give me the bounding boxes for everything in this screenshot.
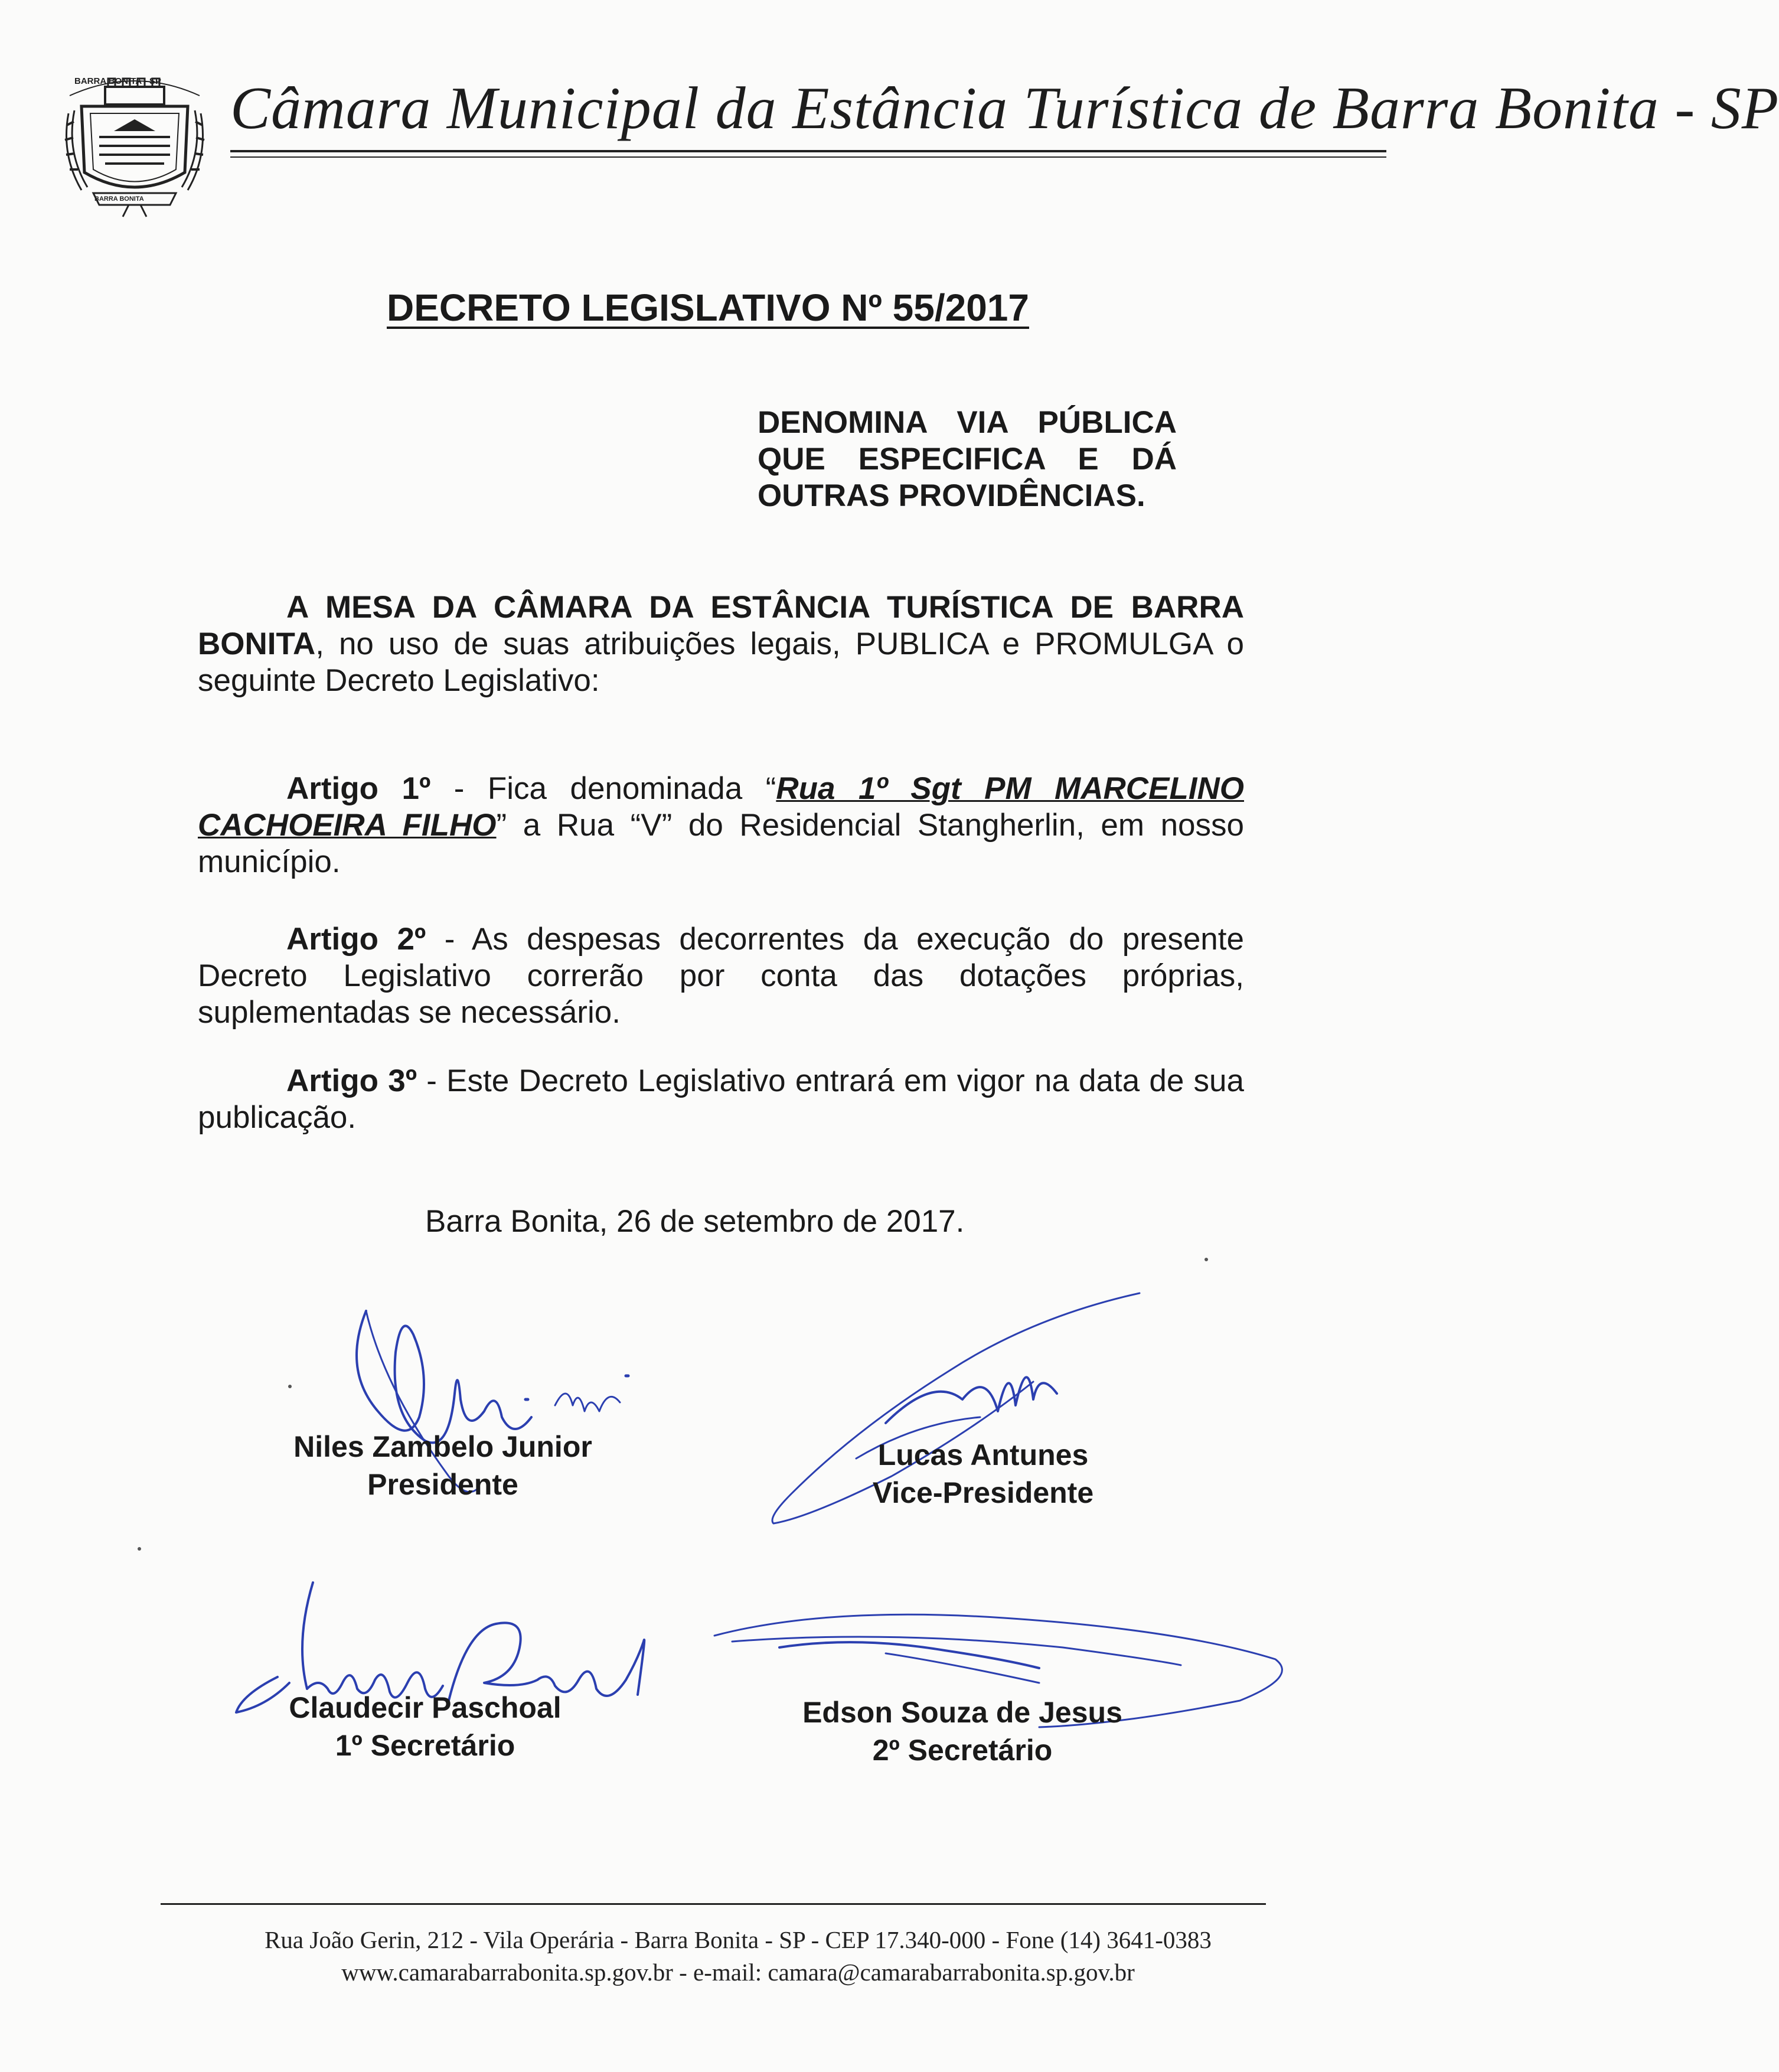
article-1-post: ” a Rua “V” do Residencial Stangherlin, em nosso município. xyxy=(198,808,1244,879)
date-line: Barra Bonita, 26 de setembro de 2017. xyxy=(425,1204,965,1239)
preamble-text: , no uso de suas atribuições legais, PUBLICA e PROMULGA o seguinte Decreto Legislativo: xyxy=(198,627,1244,698)
signatory-name: Claudecir Paschoal xyxy=(289,1691,562,1724)
summary-line: OUTRAS PROVIDÊNCIAS. xyxy=(758,478,1145,513)
footer-rule xyxy=(161,1903,1266,1905)
scan-speck xyxy=(138,1547,141,1551)
signatory-name: Edson Souza de Jesus xyxy=(802,1696,1122,1729)
organization-title: Câmara Municipal da Estância Turística de Barra Bonita - SP xyxy=(230,75,1779,142)
seal-top-text: BARRA BONITA - SP xyxy=(74,76,161,86)
signatory-first-secretary xyxy=(260,1689,590,1764)
article-1 xyxy=(198,771,1244,880)
summary-line: DENOMINA VIA PÚBLICA xyxy=(758,405,1177,440)
signatory-name: Niles Zambelo Junior xyxy=(293,1430,592,1463)
signatory-name: Lucas Antunes xyxy=(877,1438,1089,1471)
signatory-second-secretary xyxy=(779,1694,1145,1769)
seal-ribbon-text: BARRA BONITA xyxy=(94,195,144,203)
signature-vice-president xyxy=(738,1281,1163,1565)
footer-contact: www.camarabarrabonita.sp.gov.br - e-mail: camara@camarabarrabonita.sp.gov.br xyxy=(341,1959,1135,1986)
scan-speck xyxy=(1205,1258,1208,1261)
street-name: Rua 1º Sgt PM MARCELINO CACHOEIRA FILHO xyxy=(198,771,1244,843)
signatory-president xyxy=(266,1428,620,1503)
header-rule-thin xyxy=(230,156,1386,158)
coat-of-arms-seal xyxy=(58,54,211,220)
article-2 xyxy=(198,921,1244,1031)
footer-address: Rua João Gerin, 212 - Vila Operária - Barra Bonita - SP - CEP 17.340-000 - Fone (14) 3641-0383 xyxy=(265,1926,1212,1953)
header-rule xyxy=(230,150,1386,152)
preamble-bold: A MESA DA CÂMARA DA ESTÂNCIA TURÍSTICA DE BARRA BONITA xyxy=(198,590,1244,661)
article-1-label: Artigo 1º xyxy=(286,771,431,806)
article-2-text: - As despesas decorrentes da execução do presente Decreto Legislativo correrão por conta das dotações próprias, suplementadas se necessário. xyxy=(198,922,1244,1030)
article-3 xyxy=(198,1063,1244,1136)
scan-speck xyxy=(288,1385,292,1388)
article-1-pre: - Fica denominada “ xyxy=(430,771,776,806)
decree-title: DECRETO LEGISLATIVO Nº 55/2017 xyxy=(387,286,1029,329)
signatory-role: Vice-Presidente xyxy=(872,1476,1094,1509)
preamble-paragraph xyxy=(198,589,1244,699)
article-3-label: Artigo 3º xyxy=(286,1063,417,1098)
signatory-role: Presidente xyxy=(367,1468,518,1501)
footer xyxy=(118,1924,1358,1989)
article-2-label: Artigo 2º xyxy=(286,922,426,957)
article-3-text: - Este Decreto Legislativo entrará em vigor na data de sua publicação. xyxy=(198,1063,1245,1135)
decree-summary xyxy=(758,404,1177,514)
signatory-role: 1º Secretário xyxy=(335,1729,515,1762)
signatory-role: 2º Secretário xyxy=(872,1734,1053,1767)
summary-line: QUE ESPECIFICA E DÁ xyxy=(758,442,1177,477)
signatory-vice-president xyxy=(830,1436,1137,1512)
